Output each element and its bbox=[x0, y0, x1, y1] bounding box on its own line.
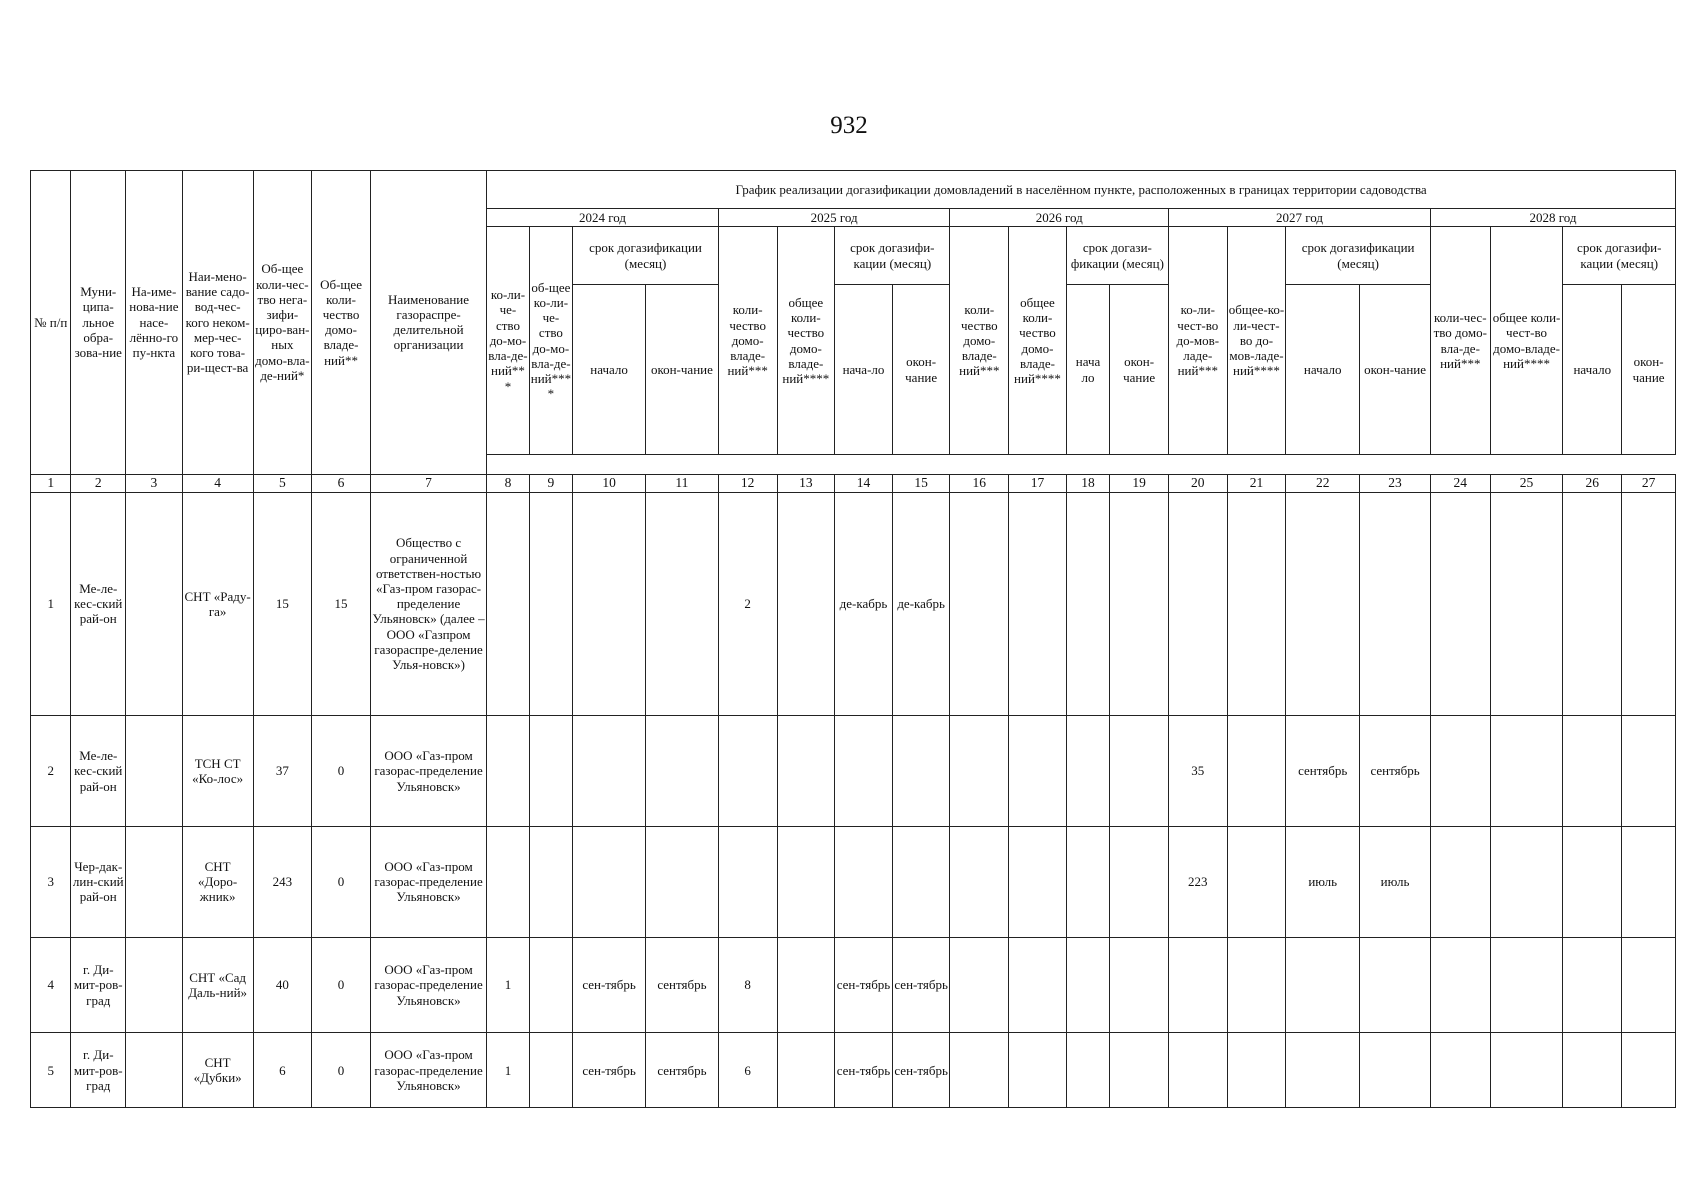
schedule-cell-11: сентябрь bbox=[646, 1033, 719, 1108]
snt-name-cell: СНТ «Раду-га» bbox=[182, 492, 253, 716]
schedule-cell-25 bbox=[1490, 937, 1563, 1033]
header-2026-start: нача ло bbox=[1066, 285, 1109, 455]
gas-org-cell: ООО «Газ-пром газорас-пределение Ульяновск» bbox=[370, 1033, 486, 1108]
column-number: 18 bbox=[1066, 474, 1109, 492]
header-2026-count: коли-чество домо-владе-ний*** bbox=[950, 227, 1009, 455]
row-number: 4 bbox=[31, 937, 71, 1033]
schedule-cell-14: сен-тябрь bbox=[835, 1033, 893, 1108]
schedule-cell-16 bbox=[950, 826, 1009, 937]
header-2024-term: срок догазификации (месяц) bbox=[573, 227, 719, 285]
header-2028-total: общее коли-чест-во домо-владе-ний**** bbox=[1490, 227, 1563, 455]
column-number: 24 bbox=[1430, 474, 1490, 492]
total-cell: 0 bbox=[312, 716, 371, 827]
column-number: 5 bbox=[253, 474, 312, 492]
header-gas-org: Наименование газораспре-делительной организации bbox=[370, 171, 486, 475]
column-number: 12 bbox=[718, 474, 777, 492]
schedule-cell-25 bbox=[1490, 826, 1563, 937]
schedule-cell-17 bbox=[1009, 716, 1067, 827]
column-number: 2 bbox=[71, 474, 126, 492]
header-2027-term: срок догазификации (месяц) bbox=[1286, 227, 1431, 285]
header-2025-term: срок догазифи-кации (месяц) bbox=[835, 227, 950, 285]
schedule-cell-26 bbox=[1563, 1033, 1622, 1108]
schedule-cell-13 bbox=[777, 1033, 835, 1108]
schedule-cell-10 bbox=[573, 826, 646, 937]
schedule-cell-25 bbox=[1490, 1033, 1563, 1108]
header-2024-total: об-щее ко-ли-че-ство до-мо-вла-де-ний**** bbox=[529, 227, 572, 455]
column-number-row bbox=[31, 474, 1676, 492]
schedule-cell-21 bbox=[1227, 1033, 1286, 1108]
settlement-cell bbox=[126, 492, 183, 716]
header-2025-start: нача-ло bbox=[835, 285, 893, 455]
schedule-cell-12: 2 bbox=[718, 492, 777, 716]
column-number: 13 bbox=[777, 474, 835, 492]
column-number: 1 bbox=[31, 474, 71, 492]
header-2027-total: общее-ко-ли-чест-во до-мов-ладе-ний**** bbox=[1227, 227, 1286, 455]
header-settlement: На-име-нова-ние насе-лённо-го пу-нкта bbox=[126, 171, 183, 475]
total-cell: 0 bbox=[312, 1033, 371, 1108]
schedule-cell-10: сен-тябрь bbox=[573, 1033, 646, 1108]
schedule-cell-18 bbox=[1066, 937, 1109, 1033]
schedule-cell-25 bbox=[1490, 492, 1563, 716]
header-2028-end: окон-чание bbox=[1622, 285, 1676, 455]
schedule-cell-11: сентябрь bbox=[646, 937, 719, 1033]
schedule-cell-24 bbox=[1430, 937, 1490, 1033]
schedule-cell-16 bbox=[950, 1033, 1009, 1108]
schedule-cell-20: 35 bbox=[1168, 716, 1227, 827]
header-municipality: Муни-ципа-льное обра-зова-ние bbox=[71, 171, 126, 475]
header-snt-name: Наи-мено-вание садо-вод-чес-кого неком-мер-чес-кого това-ри-щест-ва bbox=[182, 171, 253, 475]
schedule-cell-22: сентябрь bbox=[1286, 716, 1360, 827]
snt-name-cell: СНТ «Доро-жник» bbox=[182, 826, 253, 937]
total-cell: 0 bbox=[312, 937, 371, 1033]
schedule-cell-26 bbox=[1563, 492, 1622, 716]
gas-org-cell: ООО «Газ-пром газорас-пределение Ульяновск» bbox=[370, 937, 486, 1033]
municipality-cell: Ме-ле-кес-ский рай-он bbox=[71, 492, 126, 716]
column-number: 11 bbox=[646, 474, 719, 492]
schedule-cell-12 bbox=[718, 826, 777, 937]
column-number: 3 bbox=[126, 474, 183, 492]
schedule-cell-21 bbox=[1227, 492, 1286, 716]
header-schedule-group: График реализации догазификации домовладений в населённом пункте, расположенных в границах территории садоводства bbox=[487, 171, 1676, 209]
schedule-cell-9 bbox=[529, 716, 572, 827]
column-number: 16 bbox=[950, 474, 1009, 492]
header-year-2027: 2027 год bbox=[1168, 209, 1430, 227]
schedule-cell-8 bbox=[487, 826, 529, 937]
gasification-schedule-table bbox=[30, 170, 1676, 1108]
header-year-2025: 2025 год bbox=[718, 209, 950, 227]
schedule-cell-23 bbox=[1360, 937, 1431, 1033]
schedule-cell-10 bbox=[573, 716, 646, 827]
schedule-cell-27 bbox=[1622, 826, 1676, 937]
schedule-cell-20: 223 bbox=[1168, 826, 1227, 937]
header-2026-end: окон-чание bbox=[1110, 285, 1169, 455]
snt-name-cell: СНТ «Сад Даль-ний» bbox=[182, 937, 253, 1033]
header-2024-start: начало bbox=[573, 285, 646, 455]
total-cell: 15 bbox=[312, 492, 371, 716]
schedule-cell-8: 1 bbox=[487, 937, 529, 1033]
settlement-cell bbox=[126, 937, 183, 1033]
header-2024-count: ко-ли-че-ство до-мо-вла-де-ний*** bbox=[487, 227, 529, 455]
schedule-cell-18 bbox=[1066, 716, 1109, 827]
schedule-cell-12: 6 bbox=[718, 1033, 777, 1108]
schedule-cell-20 bbox=[1168, 937, 1227, 1033]
header-year-2026: 2026 год bbox=[950, 209, 1168, 227]
schedule-cell-16 bbox=[950, 937, 1009, 1033]
column-number: 25 bbox=[1490, 474, 1563, 492]
schedule-cell-23 bbox=[1360, 1033, 1431, 1108]
column-number: 17 bbox=[1009, 474, 1067, 492]
schedule-cell-13 bbox=[777, 826, 835, 937]
header-2028-start: начало bbox=[1563, 285, 1622, 455]
table-row bbox=[31, 826, 1676, 937]
column-number: 21 bbox=[1227, 474, 1286, 492]
schedule-cell-8: 1 bbox=[487, 1033, 529, 1108]
header-2027-start: начало bbox=[1286, 285, 1360, 455]
schedule-cell-15 bbox=[892, 716, 950, 827]
total-cell: 0 bbox=[312, 826, 371, 937]
schedule-cell-17 bbox=[1009, 1033, 1067, 1108]
gas-org-cell: Общество с ограниченной ответствен-ностью «Газ-пром газорас-пределение Ульяновск» (далее – ООО «Газпром газораспре-деление Улья-новск») bbox=[370, 492, 486, 716]
schedule-cell-26 bbox=[1563, 937, 1622, 1033]
table-row bbox=[31, 492, 1676, 716]
gas-org-cell: ООО «Газ-пром газорас-пределение Ульяновск» bbox=[370, 716, 486, 827]
column-number: 6 bbox=[312, 474, 371, 492]
schedule-cell-18 bbox=[1066, 826, 1109, 937]
schedule-cell-19 bbox=[1110, 937, 1169, 1033]
schedule-cell-23: июль bbox=[1360, 826, 1431, 937]
schedule-cell-20 bbox=[1168, 1033, 1227, 1108]
schedule-cell-14: де-кабрь bbox=[835, 492, 893, 716]
table-row bbox=[31, 1033, 1676, 1108]
schedule-cell-22 bbox=[1286, 937, 1360, 1033]
row-number: 2 bbox=[31, 716, 71, 827]
column-number: 27 bbox=[1622, 474, 1676, 492]
page-number: 932 bbox=[830, 112, 868, 139]
schedule-cell-24 bbox=[1430, 492, 1490, 716]
row-number: 1 bbox=[31, 492, 71, 716]
schedule-cell-27 bbox=[1622, 1033, 1676, 1108]
schedule-cell-22 bbox=[1286, 492, 1360, 716]
schedule-cell-26 bbox=[1563, 826, 1622, 937]
header-2026-term: срок догази-фикации (месяц) bbox=[1066, 227, 1168, 285]
schedule-cell-24 bbox=[1430, 716, 1490, 827]
header-total-households: Об-щее коли-чество домо-владе-ний** bbox=[312, 171, 371, 475]
column-number: 19 bbox=[1110, 474, 1169, 492]
table-row bbox=[31, 937, 1676, 1033]
column-number: 22 bbox=[1286, 474, 1360, 492]
snt-name-cell: СНТ «Дубки» bbox=[182, 1033, 253, 1108]
municipality-cell: г. Ди-мит-ров-град bbox=[71, 937, 126, 1033]
column-number: 15 bbox=[892, 474, 950, 492]
schedule-cell-13 bbox=[777, 716, 835, 827]
settlement-cell bbox=[126, 826, 183, 937]
column-number: 4 bbox=[182, 474, 253, 492]
nongasified-cell: 243 bbox=[253, 826, 312, 937]
nongasified-cell: 37 bbox=[253, 716, 312, 827]
schedule-cell-27 bbox=[1622, 937, 1676, 1033]
schedule-cell-15: сен-тябрь bbox=[892, 937, 950, 1033]
schedule-cell-27 bbox=[1622, 492, 1676, 716]
header-2025-end: окон-чание bbox=[892, 285, 950, 455]
header-2025-total: общее коли-чество домо-владе-ний**** bbox=[777, 227, 835, 455]
header-2024-end: окон-чание bbox=[646, 285, 719, 455]
nongasified-cell: 40 bbox=[253, 937, 312, 1033]
header-no: № п/п bbox=[31, 171, 71, 475]
schedule-cell-19 bbox=[1110, 492, 1169, 716]
row-number: 5 bbox=[31, 1033, 71, 1108]
schedule-cell-19 bbox=[1110, 1033, 1169, 1108]
column-number: 9 bbox=[529, 474, 572, 492]
schedule-cell-20 bbox=[1168, 492, 1227, 716]
column-number: 14 bbox=[835, 474, 893, 492]
column-number: 20 bbox=[1168, 474, 1227, 492]
column-number: 7 bbox=[370, 474, 486, 492]
schedule-cell-13 bbox=[777, 492, 835, 716]
schedule-cell-15: сен-тябрь bbox=[892, 1033, 950, 1108]
schedule-cell-16 bbox=[950, 492, 1009, 716]
schedule-cell-18 bbox=[1066, 492, 1109, 716]
header-2027-end: окон-чание bbox=[1360, 285, 1431, 455]
schedule-cell-23: сентябрь bbox=[1360, 716, 1431, 827]
nongasified-cell: 15 bbox=[253, 492, 312, 716]
schedule-cell-10: сен-тябрь bbox=[573, 937, 646, 1033]
settlement-cell bbox=[126, 1033, 183, 1108]
schedule-cell-12: 8 bbox=[718, 937, 777, 1033]
schedule-cell-15 bbox=[892, 826, 950, 937]
snt-name-cell: ТСН СТ «Ко-лос» bbox=[182, 716, 253, 827]
schedule-cell-23 bbox=[1360, 492, 1431, 716]
schedule-cell-17 bbox=[1009, 826, 1067, 937]
schedule-cell-11 bbox=[646, 716, 719, 827]
header-2027-count: ко-ли-чест-во до-мов-ладе-ний*** bbox=[1168, 227, 1227, 455]
schedule-cell-12 bbox=[718, 716, 777, 827]
schedule-cell-21 bbox=[1227, 826, 1286, 937]
column-number: 10 bbox=[573, 474, 646, 492]
schedule-cell-13 bbox=[777, 937, 835, 1033]
schedule-cell-19 bbox=[1110, 716, 1169, 827]
nongasified-cell: 6 bbox=[253, 1033, 312, 1108]
schedule-cell-9 bbox=[529, 826, 572, 937]
schedule-cell-24 bbox=[1430, 1033, 1490, 1108]
schedule-cell-27 bbox=[1622, 716, 1676, 827]
row-number: 3 bbox=[31, 826, 71, 937]
header-nongasified-count: Об-щее коли-чес-тво нега-зифи-циро-ван-ных домо-вла-де-ний* bbox=[253, 171, 312, 475]
schedule-cell-21 bbox=[1227, 716, 1286, 827]
gas-org-cell: ООО «Газ-пром газорас-пределение Ульяновск» bbox=[370, 826, 486, 937]
header-year-2024: 2024 год bbox=[487, 209, 719, 227]
municipality-cell: Чер-дак-лин-ский рай-он bbox=[71, 826, 126, 937]
schedule-cell-9 bbox=[529, 1033, 572, 1108]
schedule-cell-16 bbox=[950, 716, 1009, 827]
schedule-cell-14: сен-тябрь bbox=[835, 937, 893, 1033]
schedule-cell-21 bbox=[1227, 937, 1286, 1033]
schedule-cell-11 bbox=[646, 492, 719, 716]
schedule-cell-25 bbox=[1490, 716, 1563, 827]
column-number: 26 bbox=[1563, 474, 1622, 492]
column-number: 23 bbox=[1360, 474, 1431, 492]
schedule-cell-24 bbox=[1430, 826, 1490, 937]
header-year-2028: 2028 год bbox=[1430, 209, 1675, 227]
schedule-cell-8 bbox=[487, 716, 529, 827]
schedule-cell-10 bbox=[573, 492, 646, 716]
municipality-cell: Ме-ле-кес-ский рай-он bbox=[71, 716, 126, 827]
schedule-cell-15: де-кабрь bbox=[892, 492, 950, 716]
schedule-cell-18 bbox=[1066, 1033, 1109, 1108]
schedule-cell-11 bbox=[646, 826, 719, 937]
column-number: 8 bbox=[487, 474, 529, 492]
schedule-cell-9 bbox=[529, 937, 572, 1033]
schedule-cell-17 bbox=[1009, 492, 1067, 716]
schedule-cell-22: июль bbox=[1286, 826, 1360, 937]
header-2028-term: срок догазифи-кации (месяц) bbox=[1563, 227, 1676, 285]
header-2028-count: коли-чес-тво домо-вла-де-ний*** bbox=[1430, 227, 1490, 455]
municipality-cell: г. Ди-мит-ров-град bbox=[71, 1033, 126, 1108]
schedule-cell-14 bbox=[835, 716, 893, 827]
schedule-cell-8 bbox=[487, 492, 529, 716]
schedule-cell-14 bbox=[835, 826, 893, 937]
table-row bbox=[31, 716, 1676, 827]
header-2026-total: общее коли-чество домо-владе-ний**** bbox=[1009, 227, 1067, 455]
settlement-cell bbox=[126, 716, 183, 827]
header-2025-count: коли-чество домо-владе-ний*** bbox=[718, 227, 777, 455]
schedule-cell-17 bbox=[1009, 937, 1067, 1033]
schedule-cell-26 bbox=[1563, 716, 1622, 827]
schedule-cell-19 bbox=[1110, 826, 1169, 937]
schedule-cell-22 bbox=[1286, 1033, 1360, 1108]
schedule-cell-9 bbox=[529, 492, 572, 716]
